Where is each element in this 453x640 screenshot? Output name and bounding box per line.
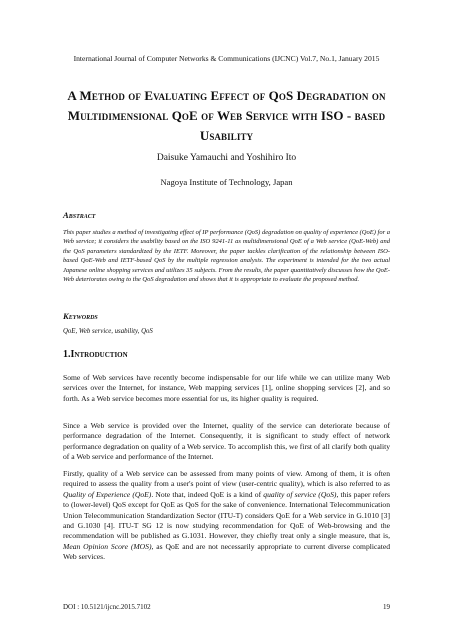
para3-text-e: , this paper refers to (lower-level) QoS except for QoE as QoS for the sake of convenience. International Telecommunication Union Telecommunication Standardization Sector (ITU-T) considers QoE for a Web service in G.1010 [3] and G.1030 [4]. ITU-T SG 12 is now studying recommendation for QoE of Web-browsing and the recommendation will be published as G.1031. However, they chiefly treat only a single measure, that is, [63,489,390,541]
para3-text-a: Firstly, quality of a Web service can be assessed from many points of view. Among of them, it is often required to assess the quality from a user's point of view (user-centric quality), which is also referred to as [63,469,390,489]
paper-authors: Daisuke Yamauchi and Yoshihiro Ito [156,153,297,163]
footer-doi: DOI : 10.5121/ijcnc.2015.7102 [63,603,151,611]
para3-text-g: , as QoE and are not necessarily appropriate to current diverse complicated Web services. [63,541,390,562]
keywords-text: QoE, Web service, usability, QoS [63,328,153,335]
paper-affiliation: Nagoya Institute of Technology, Japan [160,177,293,187]
para3-term-qos: quality of service (QoS) [263,489,337,499]
intro-paragraph-2: Since a Web service is provided over the Internet, quality of the service can deteriorate because of performance degradation of the Internet. Consequently, it is significant to study effect of network performance degradation on quality of a Web service. To accomplish this, we first of all clarify both quality of a Web service and performance of the Internet. [63,421,390,462]
para3-term-qoe: Quality of Experience (QoE) [63,489,152,499]
paper-title: A Method of Evaluating Effect of QoS Degradation on Multidimensional QoE of Web Service with ISO - based Usability [67,88,386,143]
para3-term-mos: Mean Opinion Score (MOS) [63,541,152,551]
abstract-text: This paper studies a method of investigating effect of IP performance (QoS) degradation on quality of experience (QoE) for a Web service; it considers the usability based on the ISO 9241-11 as multidimensional QoE of a Web service (QoE-Web) and the QoS parameters standardized by the IETF. Moreover, the paper tackles clarification of the relationship between ISO-based QoE-Web and IETF-based QoS by the multiple regression analysis. The experiment is intended for the two actual Japanese online shopping services and utilizes 35 subjects. From the results, the paper quantitatively discusses how the QoE-Web deteriorates owing to the QoS degradation and shows that it is appropriate to evaluate the proposed method. [63,229,390,284]
footer-page-number: 19 [383,603,390,611]
keywords-heading: Keywords [63,311,98,321]
para3-text-c: . Note that, indeed QoE is a kind of [151,489,264,499]
intro-paragraph-1: Some of Web services have recently become indispensable for our life while we can utilize many Web services over the Internet, for instance, Web mapping services [1], online shopping services [2], and so forth. As a Web service becomes more essential for us, its higher quality is required. [63,373,390,403]
intro-paragraph-3 [63,469,390,563]
introduction-heading: 1.Introduction [63,349,128,360]
running-header: International Journal of Computer Networks & Communications (IJCNC) Vol.7, No.1, January 2015 [73,54,380,63]
abstract-heading: Abstract [63,210,96,220]
